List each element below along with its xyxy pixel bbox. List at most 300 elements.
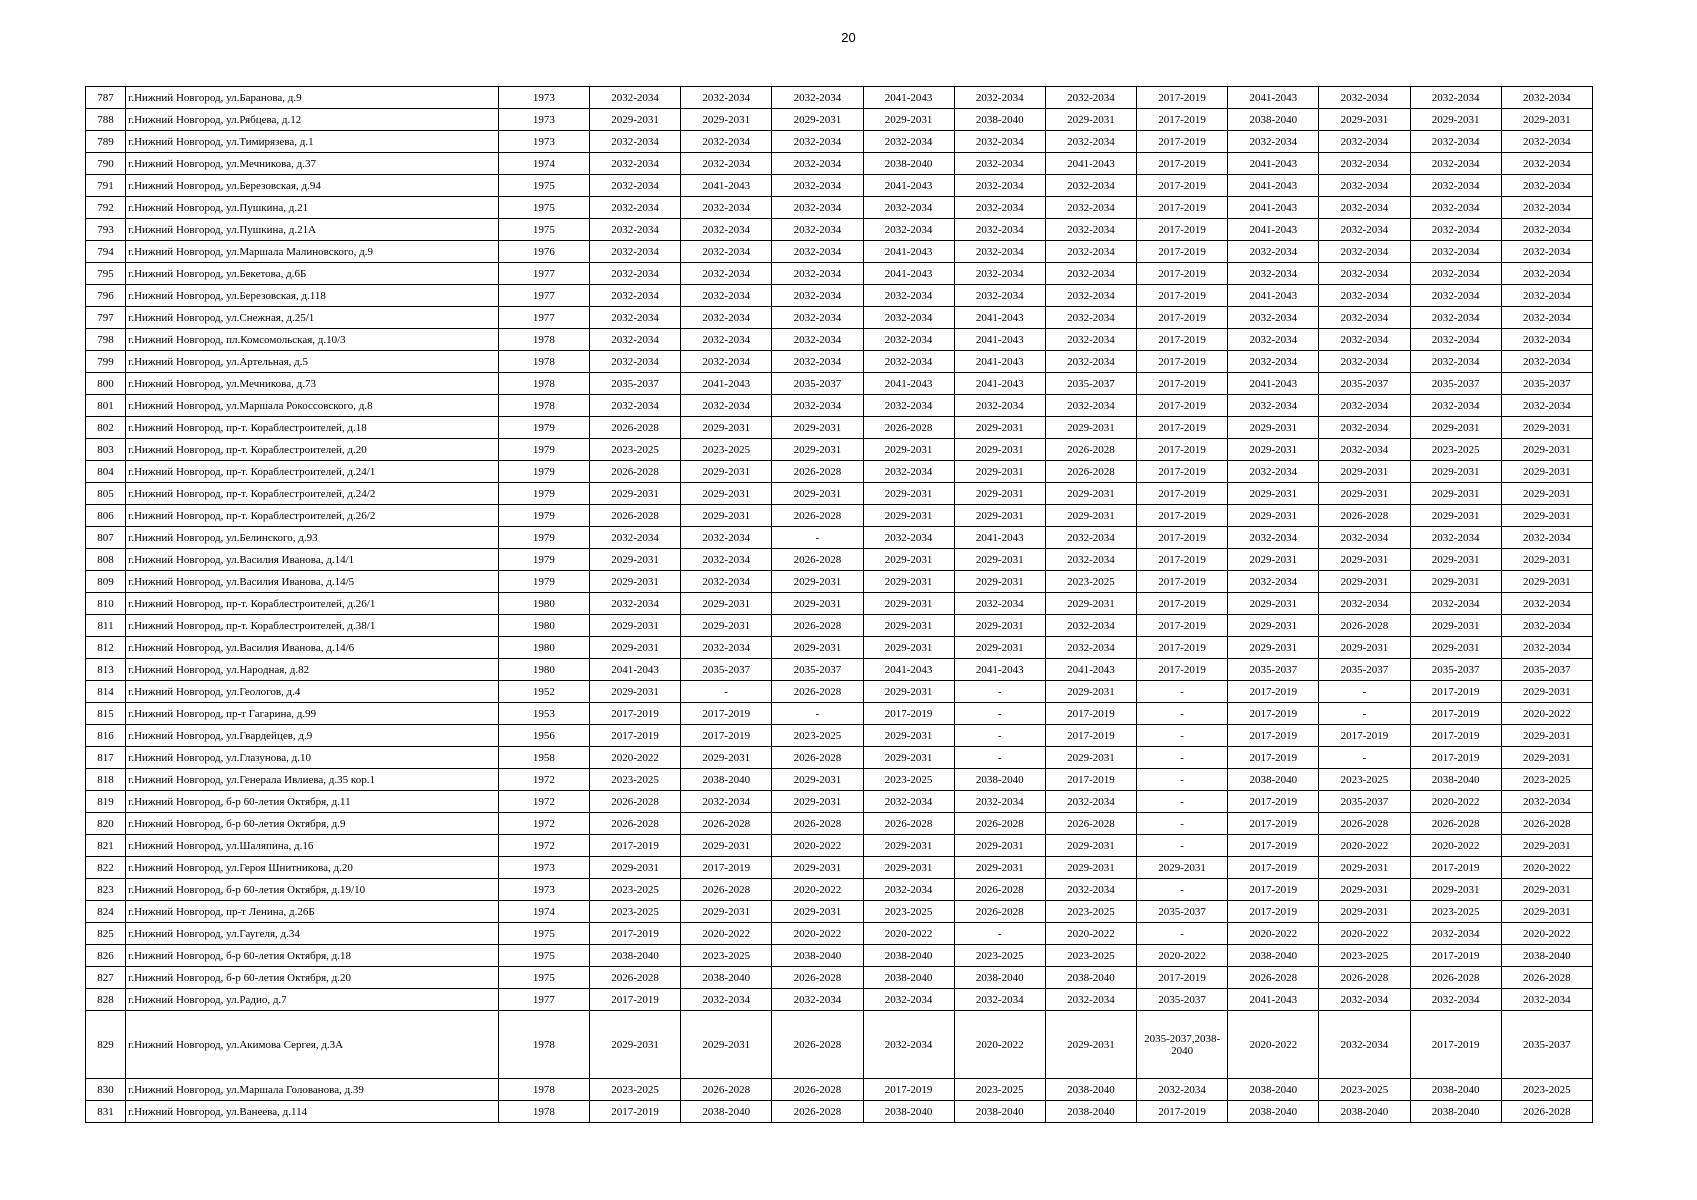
period-cell: 2017-2019 (1137, 131, 1228, 153)
period-cell: 2032-2034 (772, 307, 863, 329)
period-cell: 2032-2034 (681, 197, 772, 219)
period-cell: - (1137, 681, 1228, 703)
period-cell: 2017-2019 (1137, 967, 1228, 989)
period-cell: 2032-2034 (863, 879, 954, 901)
period-cell: 2032-2034 (589, 527, 680, 549)
period-cell: 2029-2031 (589, 549, 680, 571)
period-cell: 2026-2028 (1045, 439, 1136, 461)
period-cell: 2032-2034 (1319, 285, 1410, 307)
period-cell: 2032-2034 (1410, 527, 1501, 549)
period-cell: 2032-2034 (772, 351, 863, 373)
year-cell: 1973 (498, 109, 589, 131)
period-cell: 2026-2028 (1319, 813, 1410, 835)
period-cell: 2029-2031 (772, 901, 863, 923)
period-cell: 2020-2022 (1228, 1011, 1319, 1079)
year-cell: 1972 (498, 835, 589, 857)
period-cell: 2017-2019 (589, 725, 680, 747)
address-cell: г.Нижний Новгород, ул.Березовская, д.118 (126, 285, 499, 307)
period-cell: 2029-2031 (1410, 109, 1501, 131)
period-cell: 2017-2019 (1045, 769, 1136, 791)
period-cell: 2032-2034 (1045, 527, 1136, 549)
table-row (86, 373, 1593, 395)
address-cell: г.Нижний Новгород, б-р 60-летия Октября, д.9 (126, 813, 499, 835)
year-cell: 1975 (498, 175, 589, 197)
period-cell: 2032-2034 (1410, 197, 1501, 219)
period-cell: 2023-2025 (1501, 769, 1592, 791)
period-cell: 2029-2031 (681, 593, 772, 615)
period-cell: 2017-2019 (1228, 813, 1319, 835)
period-cell: 2032-2034 (1410, 593, 1501, 615)
period-cell: 2029-2031 (772, 791, 863, 813)
period-cell: 2026-2028 (772, 615, 863, 637)
period-cell: 2035-2037 (1501, 373, 1592, 395)
period-cell: 2029-2031 (954, 571, 1045, 593)
period-cell: 2017-2019 (1410, 725, 1501, 747)
year-cell: 1979 (498, 417, 589, 439)
period-cell: 2026-2028 (772, 967, 863, 989)
period-cell: 2032-2034 (1319, 131, 1410, 153)
address-cell: г.Нижний Новгород, ул.Рябцева, д.12 (126, 109, 499, 131)
period-cell: 2017-2019 (681, 703, 772, 725)
row-number: 803 (86, 439, 126, 461)
period-cell: 2029-2031 (1045, 1011, 1136, 1079)
period-cell: 2017-2019 (1228, 747, 1319, 769)
period-cell: 2032-2034 (1319, 593, 1410, 615)
period-cell: 2035-2037,2038-2040 (1137, 1011, 1228, 1079)
period-cell: 2029-2031 (1501, 571, 1592, 593)
period-cell: 2035-2037 (1319, 373, 1410, 395)
period-cell: 2029-2031 (863, 747, 954, 769)
period-cell: - (954, 725, 1045, 747)
period-cell: 2026-2028 (772, 505, 863, 527)
period-cell: 2032-2034 (1410, 989, 1501, 1011)
period-cell: 2020-2022 (954, 1011, 1045, 1079)
period-cell: 2035-2037 (1319, 659, 1410, 681)
period-cell: 2032-2034 (772, 87, 863, 109)
period-cell: 2029-2031 (1410, 505, 1501, 527)
period-cell: 2029-2031 (681, 747, 772, 769)
period-cell: 2041-2043 (1228, 219, 1319, 241)
period-cell: 2041-2043 (863, 659, 954, 681)
period-cell: 2017-2019 (1137, 483, 1228, 505)
period-cell: 2029-2031 (954, 549, 1045, 571)
period-cell: 2032-2034 (1501, 637, 1592, 659)
period-cell: 2017-2019 (1137, 219, 1228, 241)
period-cell: 2017-2019 (589, 923, 680, 945)
period-cell: 2023-2025 (1319, 769, 1410, 791)
period-cell: 2017-2019 (1137, 549, 1228, 571)
period-cell: 2032-2034 (681, 241, 772, 263)
period-cell: 2029-2031 (954, 857, 1045, 879)
period-cell: 2026-2028 (1319, 615, 1410, 637)
table-row (86, 549, 1593, 571)
period-cell: 2029-2031 (1228, 505, 1319, 527)
table-row (86, 901, 1593, 923)
row-number: 811 (86, 615, 126, 637)
period-cell: 2041-2043 (863, 373, 954, 395)
period-cell: 2032-2034 (1228, 461, 1319, 483)
period-cell: 2032-2034 (1501, 329, 1592, 351)
period-cell: 2029-2031 (681, 417, 772, 439)
year-cell: 1979 (498, 527, 589, 549)
period-cell: 2038-2040 (681, 967, 772, 989)
period-cell: 2029-2031 (1501, 901, 1592, 923)
period-cell: 2041-2043 (1228, 153, 1319, 175)
address-cell: г.Нижний Новгород, ул.Геологов, д.4 (126, 681, 499, 703)
period-cell: 2032-2034 (1319, 439, 1410, 461)
period-cell: 2017-2019 (1137, 593, 1228, 615)
period-cell: 2032-2034 (772, 241, 863, 263)
period-cell: 2038-2040 (1410, 769, 1501, 791)
period-cell: 2032-2034 (681, 329, 772, 351)
address-cell: г.Нижний Новгород, пр-т. Кораблестроителей, д.18 (126, 417, 499, 439)
table-row (86, 527, 1593, 549)
period-cell: 2029-2031 (863, 109, 954, 131)
period-cell: 2032-2034 (954, 791, 1045, 813)
period-cell: 2032-2034 (1501, 593, 1592, 615)
address-cell: г.Нижний Новгород, ул.Ванеева, д.114 (126, 1101, 499, 1123)
period-cell: 2017-2019 (1137, 615, 1228, 637)
period-cell: 2035-2037 (1501, 659, 1592, 681)
period-cell: 2017-2019 (1137, 1101, 1228, 1123)
address-cell: г.Нижний Новгород, ул.Маршала Голованова, д.39 (126, 1079, 499, 1101)
period-cell: 2029-2031 (1319, 571, 1410, 593)
table-row (86, 505, 1593, 527)
period-cell: 2032-2034 (772, 263, 863, 285)
period-cell: 2029-2031 (1501, 725, 1592, 747)
period-cell: 2023-2025 (1319, 945, 1410, 967)
address-cell: г.Нижний Новгород, ул.Баранова, д.9 (126, 87, 499, 109)
period-cell: 2029-2031 (863, 571, 954, 593)
period-cell: 2032-2034 (863, 527, 954, 549)
address-cell: г.Нижний Новгород, ул.Белинского, д.93 (126, 527, 499, 549)
row-number: 798 (86, 329, 126, 351)
row-number: 791 (86, 175, 126, 197)
row-number: 795 (86, 263, 126, 285)
period-cell: 2032-2034 (1045, 989, 1136, 1011)
period-cell: 2017-2019 (1137, 659, 1228, 681)
period-cell: 2017-2019 (1228, 901, 1319, 923)
table-row (86, 923, 1593, 945)
period-cell: 2035-2037 (772, 659, 863, 681)
address-cell: г.Нижний Новгород, ул.Василия Иванова, д.14/6 (126, 637, 499, 659)
year-cell: 1977 (498, 307, 589, 329)
period-cell: 2035-2037 (1319, 791, 1410, 813)
period-cell: 2029-2031 (863, 483, 954, 505)
period-cell: 2017-2019 (1137, 241, 1228, 263)
period-cell: 2041-2043 (954, 659, 1045, 681)
period-cell: 2017-2019 (1137, 307, 1228, 329)
period-cell: 2032-2034 (1501, 307, 1592, 329)
table-row (86, 1079, 1593, 1101)
year-cell: 1977 (498, 285, 589, 307)
period-cell: 2023-2025 (681, 945, 772, 967)
period-cell: 2032-2034 (1410, 219, 1501, 241)
period-cell: - (1137, 813, 1228, 835)
table-row (86, 571, 1593, 593)
period-cell: 2032-2034 (1045, 615, 1136, 637)
period-cell: 2032-2034 (1319, 417, 1410, 439)
table-row (86, 967, 1593, 989)
period-cell: 2029-2031 (1045, 747, 1136, 769)
year-cell: 1978 (498, 373, 589, 395)
address-cell: г.Нижний Новгород, пр-т Ленина, д.26Б (126, 901, 499, 923)
row-number: 789 (86, 131, 126, 153)
period-cell: 2032-2034 (1045, 285, 1136, 307)
period-cell: 2032-2034 (589, 329, 680, 351)
address-cell: г.Нижний Новгород, ул.Снежная, д.25/1 (126, 307, 499, 329)
period-cell: 2029-2031 (1410, 483, 1501, 505)
period-cell: 2038-2040 (1228, 1101, 1319, 1123)
period-cell: 2032-2034 (954, 87, 1045, 109)
period-cell: 2029-2031 (863, 835, 954, 857)
period-cell: 2035-2037 (1410, 373, 1501, 395)
address-cell: г.Нижний Новгород, ул.Акимова Сергея, д.3А (126, 1011, 499, 1079)
period-cell: 2029-2031 (1045, 483, 1136, 505)
period-cell: 2032-2034 (1045, 219, 1136, 241)
table-row (86, 747, 1593, 769)
row-number: 799 (86, 351, 126, 373)
address-cell: г.Нижний Новгород, пр-т Гагарина, д.99 (126, 703, 499, 725)
period-cell: 2032-2034 (772, 395, 863, 417)
period-cell: 2029-2031 (863, 615, 954, 637)
row-number: 821 (86, 835, 126, 857)
period-cell: 2017-2019 (1137, 527, 1228, 549)
period-cell: 2038-2040 (863, 945, 954, 967)
period-cell: 2032-2034 (1501, 87, 1592, 109)
period-cell: 2032-2034 (681, 219, 772, 241)
period-cell: 2032-2034 (1410, 87, 1501, 109)
period-cell: 2023-2025 (954, 945, 1045, 967)
address-cell: г.Нижний Новгород, ул.Героя Шнитникова, д.20 (126, 857, 499, 879)
row-number: 806 (86, 505, 126, 527)
period-cell: 2017-2019 (1137, 175, 1228, 197)
period-cell: 2032-2034 (1410, 263, 1501, 285)
address-cell: г.Нижний Новгород, пр-т. Кораблестроителей, д.20 (126, 439, 499, 461)
table-row (86, 461, 1593, 483)
period-cell: 2017-2019 (1137, 439, 1228, 461)
period-cell: 2017-2019 (1137, 505, 1228, 527)
period-cell: 2023-2025 (681, 439, 772, 461)
period-cell: 2032-2034 (1319, 87, 1410, 109)
period-cell: 2032-2034 (1228, 263, 1319, 285)
period-cell: 2029-2031 (1501, 461, 1592, 483)
period-cell: 2038-2040 (954, 1101, 1045, 1123)
period-cell: 2029-2031 (863, 681, 954, 703)
period-cell: 2020-2022 (1045, 923, 1136, 945)
period-cell: 2029-2031 (863, 857, 954, 879)
period-cell: 2032-2034 (772, 285, 863, 307)
table-row (86, 263, 1593, 285)
period-cell: 2029-2031 (1228, 439, 1319, 461)
period-cell: 2032-2034 (954, 131, 1045, 153)
period-cell: 2029-2031 (1319, 901, 1410, 923)
period-cell: 2023-2025 (1045, 945, 1136, 967)
period-cell: 2038-2040 (863, 1101, 954, 1123)
period-cell: 2029-2031 (1410, 417, 1501, 439)
year-cell: 1979 (498, 571, 589, 593)
period-cell: 2041-2043 (863, 175, 954, 197)
period-cell: 2029-2031 (863, 439, 954, 461)
table-row (86, 703, 1593, 725)
period-cell: 2026-2028 (863, 813, 954, 835)
period-cell: - (1137, 879, 1228, 901)
row-number: 815 (86, 703, 126, 725)
address-cell: г.Нижний Новгород, ул.Гаугеля, д.34 (126, 923, 499, 945)
period-cell: 2017-2019 (1137, 263, 1228, 285)
year-cell: 1974 (498, 153, 589, 175)
period-cell: 2029-2031 (1501, 835, 1592, 857)
period-cell: 2038-2040 (863, 153, 954, 175)
period-cell: 2032-2034 (589, 131, 680, 153)
period-cell: 2038-2040 (1045, 1079, 1136, 1101)
period-cell: 2017-2019 (1137, 351, 1228, 373)
period-cell: 2017-2019 (1410, 703, 1501, 725)
period-cell: 2032-2034 (589, 153, 680, 175)
period-cell: 2032-2034 (863, 989, 954, 1011)
period-cell: 2026-2028 (954, 879, 1045, 901)
period-cell: 2029-2031 (1410, 461, 1501, 483)
period-cell: 2020-2022 (589, 747, 680, 769)
period-cell: 2032-2034 (1501, 285, 1592, 307)
period-cell: 2029-2031 (589, 615, 680, 637)
period-cell: 2029-2031 (589, 681, 680, 703)
period-cell: 2026-2028 (1501, 1101, 1592, 1123)
period-cell: 2029-2031 (1319, 637, 1410, 659)
period-cell: 2032-2034 (1410, 285, 1501, 307)
table-row (86, 307, 1593, 329)
period-cell: 2041-2043 (954, 329, 1045, 351)
table-row (86, 131, 1593, 153)
period-cell: 2029-2031 (1319, 461, 1410, 483)
address-cell: г.Нижний Новгород, ул.Маршала Рокоссовского, д.8 (126, 395, 499, 417)
address-cell: г.Нижний Новгород, пр-т. Кораблестроителей, д.38/1 (126, 615, 499, 637)
row-number: 810 (86, 593, 126, 615)
period-cell: 2032-2034 (1319, 329, 1410, 351)
period-cell: 2026-2028 (772, 461, 863, 483)
period-cell: 2026-2028 (863, 417, 954, 439)
period-cell: 2032-2034 (1501, 395, 1592, 417)
period-cell: 2032-2034 (1319, 1011, 1410, 1079)
address-cell: г.Нижний Новгород, ул.Мечникова, д.73 (126, 373, 499, 395)
period-cell: 2032-2034 (589, 87, 680, 109)
address-cell: г.Нижний Новгород, ул.Пушкина, д.21 (126, 197, 499, 219)
table-row (86, 857, 1593, 879)
address-cell: г.Нижний Новгород, пр-т. Кораблестроителей, д.26/2 (126, 505, 499, 527)
period-cell: 2029-2031 (1045, 593, 1136, 615)
period-cell: 2032-2034 (1045, 791, 1136, 813)
period-cell: 2032-2034 (1228, 351, 1319, 373)
year-cell: 1972 (498, 813, 589, 835)
table-row (86, 835, 1593, 857)
period-cell: 2029-2031 (1410, 615, 1501, 637)
period-cell: 2029-2031 (1319, 857, 1410, 879)
period-cell: 2029-2031 (1501, 439, 1592, 461)
period-cell: 2041-2043 (1228, 197, 1319, 219)
period-cell: 2029-2031 (863, 725, 954, 747)
row-number: 804 (86, 461, 126, 483)
period-cell: 2038-2040 (1319, 1101, 1410, 1123)
period-cell: 2041-2043 (1045, 659, 1136, 681)
period-cell: 2032-2034 (954, 285, 1045, 307)
period-cell: 2029-2031 (681, 835, 772, 857)
period-cell: 2032-2034 (1045, 637, 1136, 659)
period-cell: 2029-2031 (772, 769, 863, 791)
table-row (86, 681, 1593, 703)
period-cell: 2029-2031 (863, 637, 954, 659)
address-cell: г.Нижний Новгород, б-р 60-летия Октября, д.18 (126, 945, 499, 967)
period-cell: 2029-2031 (1228, 637, 1319, 659)
period-cell: 2026-2028 (1501, 813, 1592, 835)
period-cell: 2026-2028 (772, 1101, 863, 1123)
row-number: 802 (86, 417, 126, 439)
period-cell: 2026-2028 (1501, 967, 1592, 989)
table-row (86, 175, 1593, 197)
table-row (86, 153, 1593, 175)
period-cell: 2038-2040 (1410, 1079, 1501, 1101)
period-cell: 2038-2040 (1045, 1101, 1136, 1123)
year-cell: 1980 (498, 659, 589, 681)
row-number: 824 (86, 901, 126, 923)
row-number: 829 (86, 1011, 126, 1079)
period-cell: 2029-2031 (772, 439, 863, 461)
address-cell: г.Нижний Новгород, пр-т. Кораблестроителей, д.24/1 (126, 461, 499, 483)
period-cell: 2029-2031 (1228, 417, 1319, 439)
period-cell: 2023-2025 (1410, 901, 1501, 923)
row-number: 796 (86, 285, 126, 307)
year-cell: 1974 (498, 901, 589, 923)
address-cell: г.Нижний Новгород, б-р 60-летия Октября, д.20 (126, 967, 499, 989)
period-cell: 2032-2034 (1319, 307, 1410, 329)
year-cell: 1979 (498, 439, 589, 461)
period-cell: 2023-2025 (863, 769, 954, 791)
period-cell: 2026-2028 (954, 813, 1045, 835)
period-cell: 2026-2028 (954, 901, 1045, 923)
table-row (86, 659, 1593, 681)
row-number: 828 (86, 989, 126, 1011)
period-cell: 2020-2022 (1228, 923, 1319, 945)
table-row (86, 769, 1593, 791)
period-cell: 2017-2019 (1137, 417, 1228, 439)
period-cell: 2032-2034 (681, 637, 772, 659)
period-cell: - (954, 747, 1045, 769)
period-cell: 2029-2031 (1228, 593, 1319, 615)
year-cell: 1973 (498, 131, 589, 153)
period-cell: 2029-2031 (772, 857, 863, 879)
table-row (86, 989, 1593, 1011)
year-cell: 1958 (498, 747, 589, 769)
table-row (86, 241, 1593, 263)
period-cell: 2023-2025 (1319, 1079, 1410, 1101)
period-cell: 2029-2031 (1319, 879, 1410, 901)
period-cell: 2029-2031 (1410, 571, 1501, 593)
period-cell: 2029-2031 (954, 615, 1045, 637)
period-cell: 2029-2031 (1045, 417, 1136, 439)
row-number: 807 (86, 527, 126, 549)
period-cell: 2029-2031 (1501, 483, 1592, 505)
period-cell: 2029-2031 (954, 835, 1045, 857)
period-cell: 2032-2034 (1410, 307, 1501, 329)
period-cell: 2029-2031 (589, 571, 680, 593)
period-cell: 2032-2034 (589, 351, 680, 373)
period-cell: 2026-2028 (589, 967, 680, 989)
period-cell: 2026-2028 (1045, 461, 1136, 483)
period-cell: 2032-2034 (863, 791, 954, 813)
period-cell: 2020-2022 (1501, 923, 1592, 945)
period-cell: 2020-2022 (772, 835, 863, 857)
repair-schedule-table (85, 86, 1593, 1123)
period-cell: 2023-2025 (589, 1079, 680, 1101)
